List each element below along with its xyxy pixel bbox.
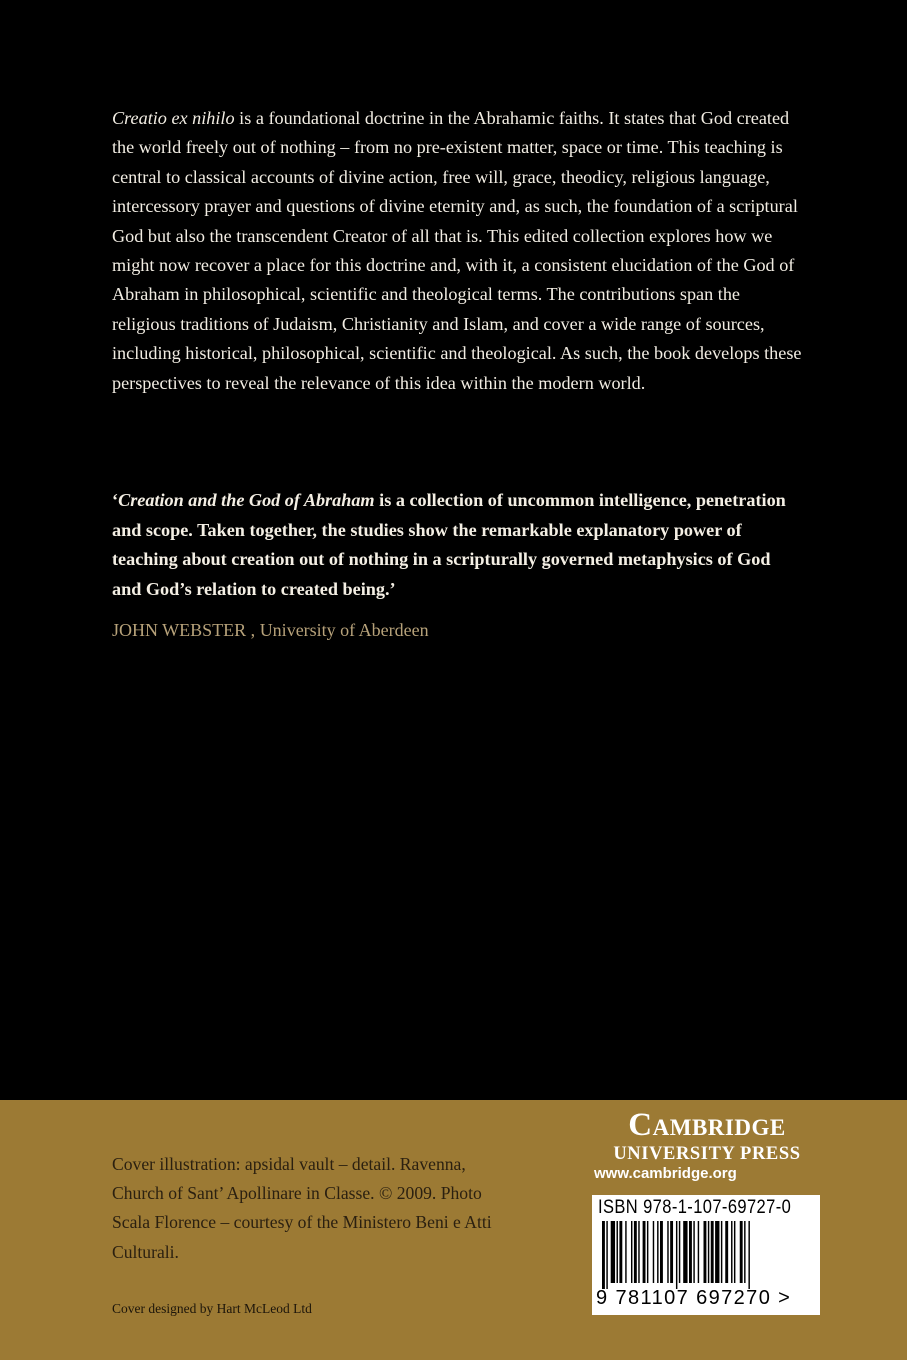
- description-italic-lead: Creatio ex nihilo: [112, 108, 235, 128]
- barcode-image: [600, 1221, 812, 1289]
- book-description: [112, 104, 802, 398]
- cover-designer-credit: Cover designed by Hart McLeod Ltd: [112, 1301, 312, 1316]
- endorser-name: JOHN WEBSTER ,: [112, 620, 256, 640]
- cover-illustration-credit: Cover illustration: apsidal vault – detail. Ravenna, Church of Sant’ Apollinare in Classe. © 2009. Photo Scala Florence – courtesy of the Ministero Beni e Atti Culturali.: [112, 1154, 492, 1262]
- endorsement-attribution: [112, 617, 429, 643]
- endorsement-quote: [112, 486, 802, 604]
- isbn-label: ISBN 978-1-107-69727-0: [598, 1197, 792, 1218]
- barcode-digits: 9 781107 697270 >: [596, 1287, 792, 1309]
- quote-book-title: Creation and the God of Abraham: [118, 490, 375, 510]
- publisher-logo: [592, 1106, 822, 1184]
- publisher-name: Cambridge: [628, 1107, 786, 1143]
- quote-text: is a collection of uncommon intelligence, penetration and scope. Taken together, the studies show the remarkable explanatory power of teaching about creation out of nothing in a scripturally governed metaphysics of God and God’s relation to created being.’: [112, 490, 786, 599]
- endorser-affiliation: University of Aberdeen: [259, 620, 429, 640]
- publisher-subname: UNIVERSITY PRESS: [613, 1144, 801, 1164]
- publisher-url[interactable]: www.cambridge.org: [594, 1165, 737, 1182]
- quote-open-mark: ‘: [112, 490, 119, 510]
- description-text: is a foundational doctrine in the Abrahamic faiths. It states that God created the world freely out of nothing – from no pre-existent matter, space or time. This teaching is central to classical accounts of divine action, free will, grace, theodicy, religious language, intercessory prayer and questions of divine eternity and, as such, the foundation of a scriptural God but also the transcendent Creator of all that is. This edited collection explores how we might now recover a place for this doctrine and, with it, a consistent elucidation of the God of Abraham in philosophical, scientific and theological terms. The contributions span the religious traditions of Judaism, Christianity and Islam, and cover a wide range of sources, including historical, philosophical, scientific and theological. As such, the book develops these perspectives to reveal the relevance of this idea within the modern world.: [112, 108, 802, 393]
- isbn-barcode-panel: [592, 1195, 820, 1315]
